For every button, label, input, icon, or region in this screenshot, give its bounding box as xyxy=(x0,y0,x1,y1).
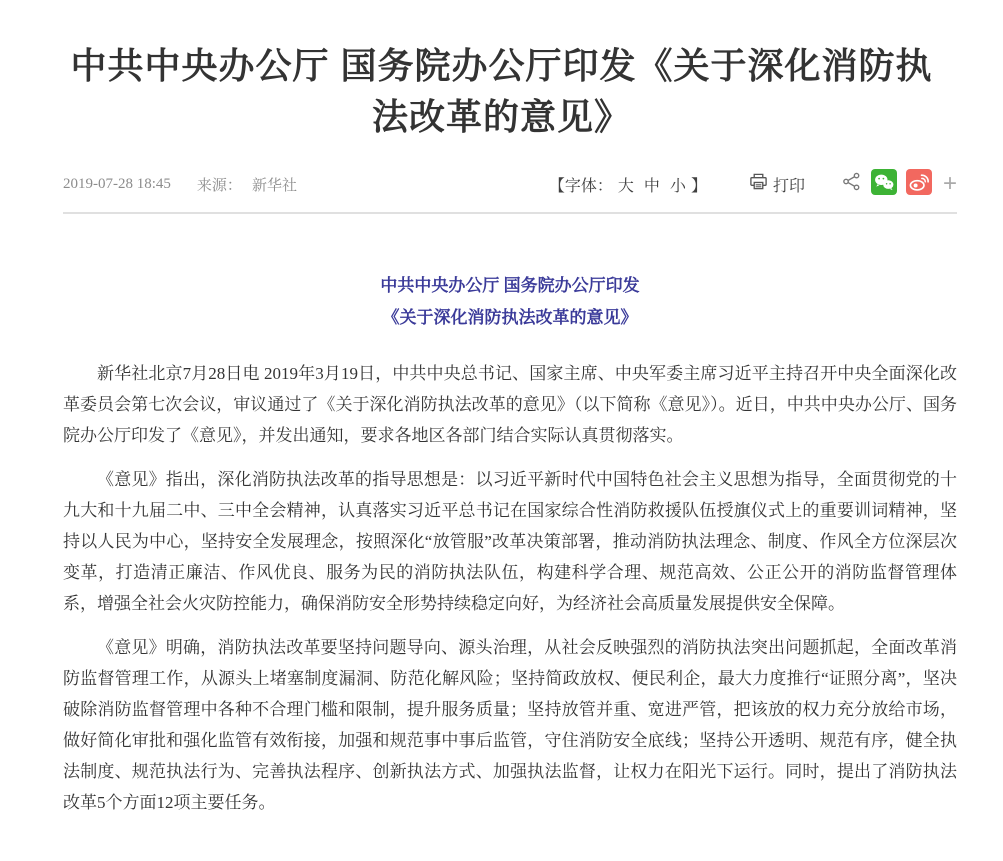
paragraph-3: 《意见》明确，消防执法改革要坚持问题导向、源头治理，从社会反映强烈的消防执法突出问题抓起，全面改革消防监督管理工作，从源头上堵塞制度漏洞、防范化解风险；坚持简政放权、便民利企，最大力度推行“证照分离”，坚决破除消防监督管理中各种不合理门槛和限制，提升服务质量；坚持放管并重、宽进严管，把该放的权力充分放给市场，做好简化审批和强化监管有效衔接，加强和规范事中事后监管，守住消防安全底线；坚持公开透明、规范有序，健全执法制度、规范执法行为、完善执法程序、创新执法方式、加强执法监督，让权力在阳光下运行。同时，提出了消防执法改革5个方面12项主要任务。 xyxy=(63,638,957,812)
meta-row xyxy=(63,170,957,198)
font-size-small-button[interactable]: 小 xyxy=(669,177,686,195)
font-control-bracket-close: 】 xyxy=(690,177,707,195)
font-control-bracket-open: 【 xyxy=(548,177,565,195)
page-title: 中共中央办公厅 国务院办公厅印发《关于深化消防执法改革的意见》 xyxy=(70,45,933,137)
print-button[interactable] xyxy=(749,172,805,196)
print-label: 打印 xyxy=(772,177,805,195)
article-subheading xyxy=(63,270,957,334)
article-page xyxy=(0,40,1003,861)
subheading-line-1: 中共中央办公厅 国务院办公厅印发 xyxy=(380,276,640,295)
weibo-icon xyxy=(906,169,932,200)
font-size-control xyxy=(549,173,707,196)
share-button[interactable] xyxy=(841,171,862,197)
meta-info xyxy=(63,174,297,195)
printer-icon xyxy=(749,172,768,196)
article-body xyxy=(0,270,1003,861)
font-control-label: 字体： xyxy=(564,177,613,195)
paragraph-2: 《意见》指出，深化消防执法改革的指导思想是：以习近平新时代中国特色社会主义思想为指导，全面贯彻党的十九大和十九届二中、三中全会精神，认真落实习近平总书记在国家综合性消防救援队伍授旗仪式上的重要训词精神，坚持以人民为中心，坚持安全发展理念，按照深化“放管服”改革决策部署，推动消防执法理念、制度、作风全方位深层次变革，打造清正廉洁、作风优良、服务为民的消防执法队伍，构建科学合理、规范高效、公正公开的消防监督管理体系，增强全社会火灾防控能力，确保消防安全形势持续稳定向好，为经济社会高质量发展提供安全保障。 xyxy=(63,470,957,613)
paragraph-1: 新华社北京7月28日电 2019年3月19日，中共中央总书记、国家主席、中央军委主席习近平主持召开中央全面深化改革委员会第七次会议，审议通过了《关于深化消防执法改革的意见》（以下简称《意见》）。近日，中共中央办公厅、国务院办公厅印发了《意见》，并发出通知，要求各地区各部门结合实际认真贯彻落实。 xyxy=(63,364,957,445)
share-nodes-icon xyxy=(841,171,862,197)
meta-divider xyxy=(63,212,957,214)
font-size-medium-button[interactable]: 中 xyxy=(643,177,660,195)
font-size-large-button[interactable]: 大 xyxy=(617,177,634,195)
share-group xyxy=(841,169,957,200)
publish-date: 2019-07-28 18:45 xyxy=(63,175,171,192)
subheading-line-2: 《关于深化消防执法改革的意见》 xyxy=(382,308,638,327)
toolbar xyxy=(549,169,957,200)
plus-icon: + xyxy=(942,170,957,197)
wechat-icon xyxy=(871,169,897,200)
share-wechat-button[interactable] xyxy=(871,169,897,200)
source-name: 新华社 xyxy=(251,177,297,194)
source-label: 来源： xyxy=(196,177,242,194)
share-weibo-button[interactable] xyxy=(906,169,932,200)
share-more-button[interactable] xyxy=(943,172,957,196)
